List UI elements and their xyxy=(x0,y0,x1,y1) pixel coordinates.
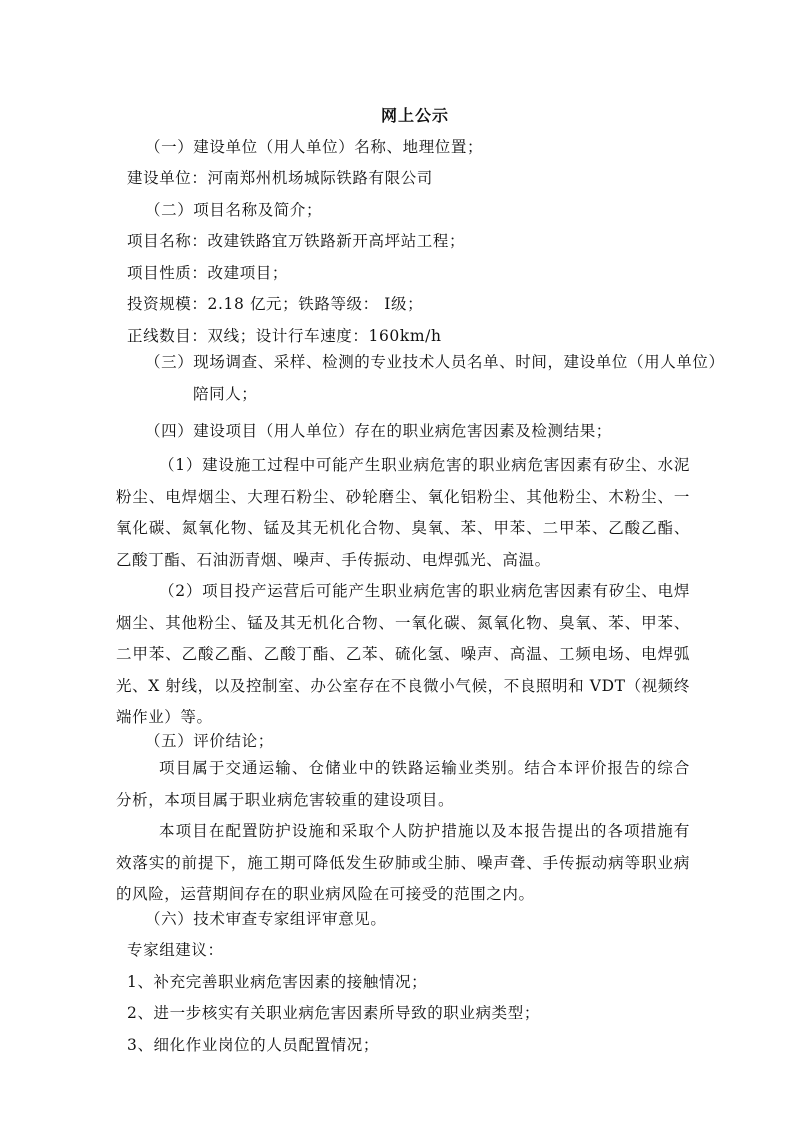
construction-unit: 建设单位：河南郑州机场城际铁路有限公司 xyxy=(127,169,433,187)
section-5-paragraph-1: 项目属于交通运输、仓储业中的铁路运输业类别。结合本评价报告的综合分析，本项目属于职业病危害较重的建设项目。 xyxy=(116,759,690,809)
section-5-paragraph-2: 本项目在配置防护设施和采取个人防护措施以及本报告提出的各项措施有效落实的前提下，施工期可降低发生矽肺或尘肺、噪声聋、手传振动病等职业病的风险，运营期间存在的职业病风险在可接受的范围之内。 xyxy=(116,822,690,903)
section-5-heading: （五）评价结论； xyxy=(145,732,274,750)
suggestion-item: 3、细化作业岗位的人员配置情况； xyxy=(127,1036,379,1054)
project-name: 项目名称：改建铁路宜万铁路新开高坪站工程； xyxy=(127,232,466,250)
suggestion-item: 1、补充完善职业病危害因素的接触情况； xyxy=(127,973,428,991)
suggestion-item: 2、进一步核实有关职业病危害因素所导致的职业病类型； xyxy=(127,1004,540,1022)
main-line-info: 正线数目：双线；设计行车速度：160km/h xyxy=(127,327,442,345)
section-2-heading: （二）项目名称及简介； xyxy=(145,201,323,219)
section-1-heading: （一）建设单位（用人单位）名称、地理位置； xyxy=(145,138,484,156)
section-4-heading: （四）建设项目（用人单位）存在的职业病危害因素及检测结果； xyxy=(145,422,612,440)
investment-scale: 投资规模：2.18 亿元；铁路等级： Ⅰ级； xyxy=(127,295,424,313)
section-6-heading: （六）技术审查专家组评审意见。 xyxy=(145,910,387,928)
page-title: 网上公示 xyxy=(380,106,449,125)
project-nature: 项目性质：改建项目； xyxy=(127,264,289,282)
section-3-heading: （三）现场调查、采样、检测的专业技术人员名单、时间，建设单位（用人单位）陪同人； xyxy=(145,353,725,403)
expert-suggestion-intro: 专家组建议： xyxy=(127,941,224,959)
section-4-paragraph-1: （1）建设施工过程中可能产生职业病危害的职业病危害因素有矽尘、水泥粉尘、电焊烟尘、大理石粉尘、砂轮磨尘、氧化铝粉尘、其他粉尘、木粉尘、一氧化碳、氮氧化物、锰及其无机化合物、臭氧、苯、甲苯、二甲苯、乙酸乙酯、乙酸丁酯、石油沥青烟、噪声、手传振动、电焊弧光、高温。 xyxy=(116,456,690,569)
section-4-paragraph-2: （2）项目投产运营后可能产生职业病危害的职业病危害因素有矽尘、电焊烟尘、其他粉尘、锰及其无机化合物、一氧化碳、氮氧化物、臭氧、苯、甲苯、二甲苯、乙酸乙酯、乙酸丁酯、乙苯、硫化氢、噪声、高温、工频电场、电焊弧光、X 射线，以及控制室、办公室存在不良微小气候，不良照明和 VDT（视频终端作业）等。 xyxy=(116,582,690,726)
